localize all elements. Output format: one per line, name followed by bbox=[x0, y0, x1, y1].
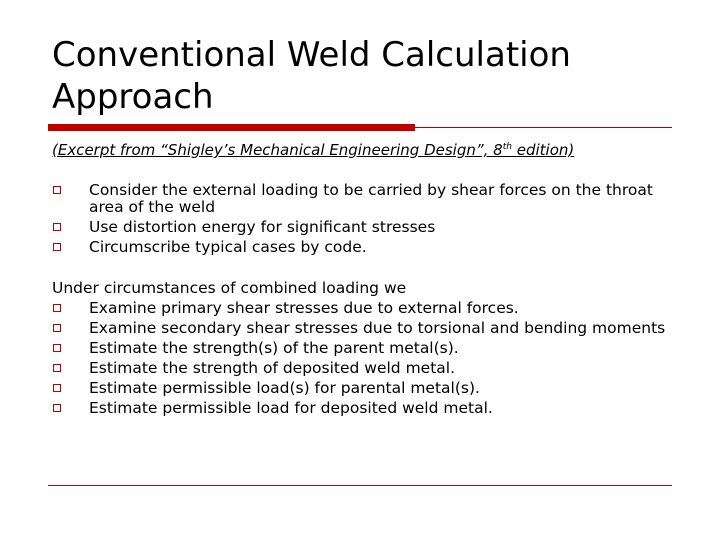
list-item: Circumscribe typical cases by code. bbox=[52, 239, 672, 256]
citation-text: (Excerpt from “Shigley’s Mechanical Engineering Design”, 8 bbox=[52, 141, 503, 159]
list-item: Estimate permissible load for deposited weld metal. bbox=[52, 400, 672, 417]
combined-loading-intro: Under circumstances of combined loading we bbox=[52, 279, 407, 297]
list-item: Examine primary shear stresses due to external forces. bbox=[52, 300, 672, 317]
list-item: Examine secondary shear stresses due to torsional and bending moments bbox=[52, 320, 672, 337]
list-item: Estimate the strength of deposited weld metal. bbox=[52, 360, 672, 377]
slide-title: Conventional Weld Calculation Approach bbox=[52, 35, 571, 117]
list-item: Estimate permissible load(s) for parental metal(s). bbox=[52, 380, 672, 397]
footer-divider-line bbox=[48, 485, 672, 486]
combined-loading-bullet-list bbox=[52, 300, 672, 420]
approach-bullet-list bbox=[52, 182, 672, 259]
list-item: Consider the external loading to be carried by shear forces on the throat area of the weld bbox=[52, 182, 672, 216]
list-item: Estimate the strength(s) of the parent metal(s). bbox=[52, 340, 672, 357]
title-accent-bar bbox=[48, 124, 415, 131]
list-item: Use distortion energy for significant stresses bbox=[52, 219, 672, 236]
citation-text-end: edition) bbox=[511, 141, 575, 159]
citation-superscript: th bbox=[502, 142, 512, 152]
source-citation bbox=[52, 140, 692, 160]
